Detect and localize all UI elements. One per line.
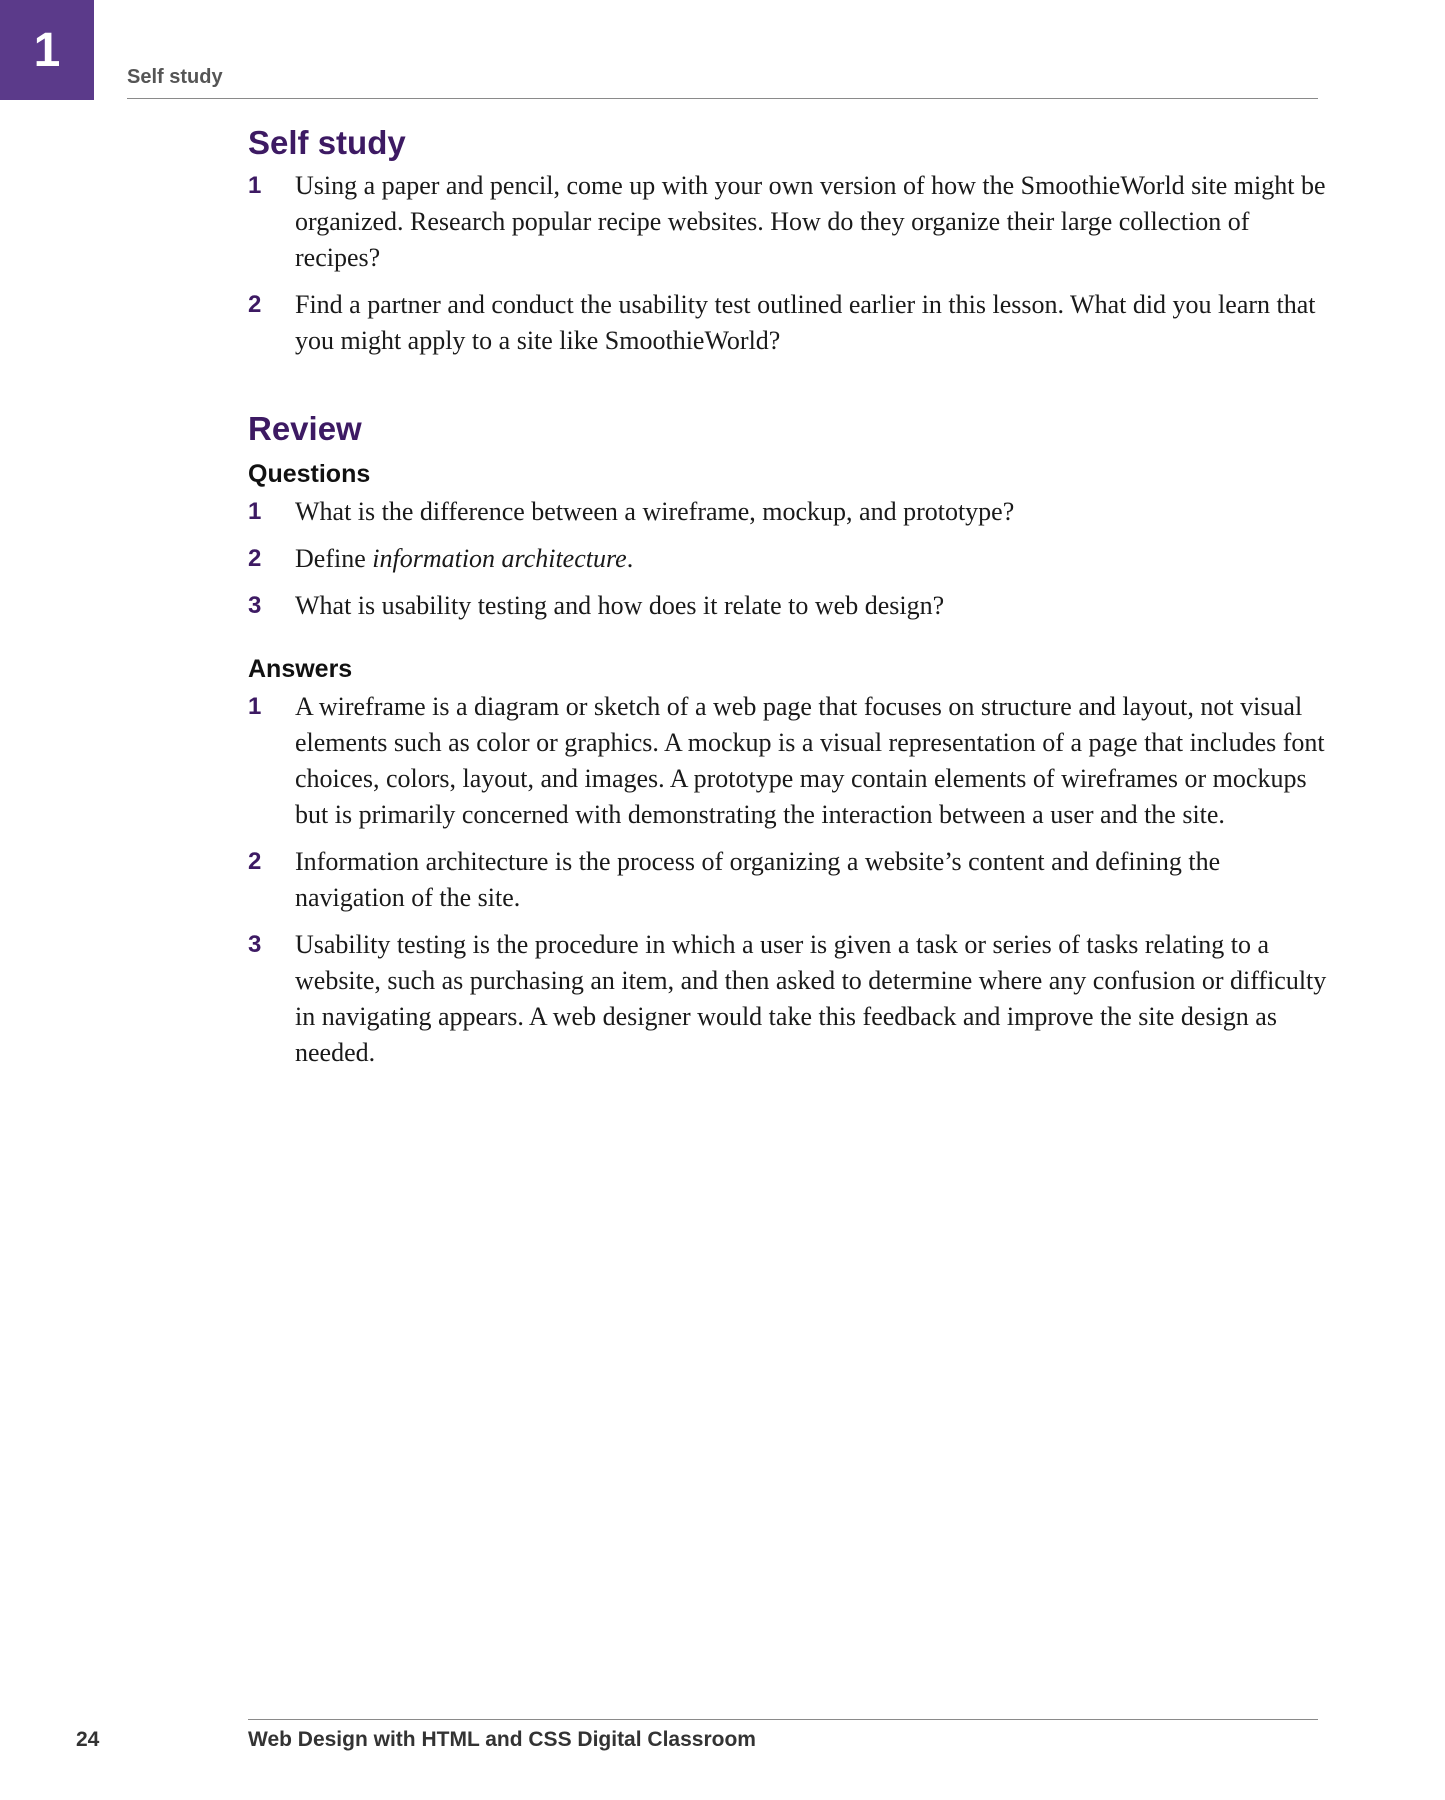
questions-heading: Questions xyxy=(248,460,371,488)
list-item xyxy=(248,588,1328,624)
item-text: What is the difference between a wireframe, mockup, and prototype? xyxy=(295,497,1015,526)
item-number: 1 xyxy=(248,172,262,199)
questions-list xyxy=(248,494,1328,624)
item-text: What is usability testing and how does it relate to web design? xyxy=(295,591,945,620)
header-rule xyxy=(127,98,1318,99)
footer-rule xyxy=(248,1719,1318,1720)
item-text-suffix: . xyxy=(626,544,634,573)
item-text-emphasis: information architecture xyxy=(372,544,627,573)
list-item xyxy=(248,927,1328,1071)
list-item xyxy=(248,494,1328,530)
item-number: 2 xyxy=(248,545,262,572)
running-head: Self study xyxy=(127,66,223,88)
list-item xyxy=(248,287,1328,359)
page-number: 24 xyxy=(76,1728,100,1751)
item-number: 1 xyxy=(248,498,262,525)
item-number: 2 xyxy=(248,291,262,318)
item-text: Usability testing is the procedure in which a user is given a task or series of tasks relating to a website, such as purchasing an item, and then asked to determine where any confusion or difficulty in navigating appears. A web designer would take this feedback and improve the site design as needed. xyxy=(295,930,1327,1067)
self-study-list xyxy=(248,168,1328,359)
item-number: 1 xyxy=(248,693,262,720)
item-text: A wireframe is a diagram or sketch of a web page that focuses on structure and layout, not visual elements such as color or graphics. A mockup is a visual representation of a page that includes font choices, colors, layout, and images. A prototype may contain elements of wireframes or mockups but is primarily concerned with demonstrating the interaction between a user and the site. xyxy=(295,692,1325,829)
item-text: Using a paper and pencil, come up with your own version of how the SmoothieWorld site might be organized. Research popular recipe websites. How do they organize their large collection of recipes? xyxy=(295,171,1326,272)
answers-list xyxy=(248,689,1328,1071)
book-title: Web Design with HTML and CSS Digital Classroom xyxy=(248,1728,756,1751)
review-heading: Review xyxy=(248,410,362,447)
list-item xyxy=(248,168,1328,276)
list-item xyxy=(248,541,1328,577)
list-item xyxy=(248,844,1328,916)
item-text: Information architecture is the process of organizing a website’s content and defining the navigation of the site. xyxy=(295,847,1221,912)
item-number: 2 xyxy=(248,848,262,875)
list-item xyxy=(248,689,1328,833)
chapter-number-tab: 1 xyxy=(0,0,94,100)
item-text xyxy=(295,541,1328,577)
item-number: 3 xyxy=(248,592,262,619)
item-number: 3 xyxy=(248,931,262,958)
self-study-heading: Self study xyxy=(248,124,406,161)
page-content xyxy=(248,118,1328,1082)
item-text-prefix: Define xyxy=(295,544,373,573)
answers-heading: Answers xyxy=(248,655,353,683)
item-text: Find a partner and conduct the usability test outlined earlier in this lesson. What did you learn that you might apply to a site like SmoothieWorld? xyxy=(295,290,1316,355)
